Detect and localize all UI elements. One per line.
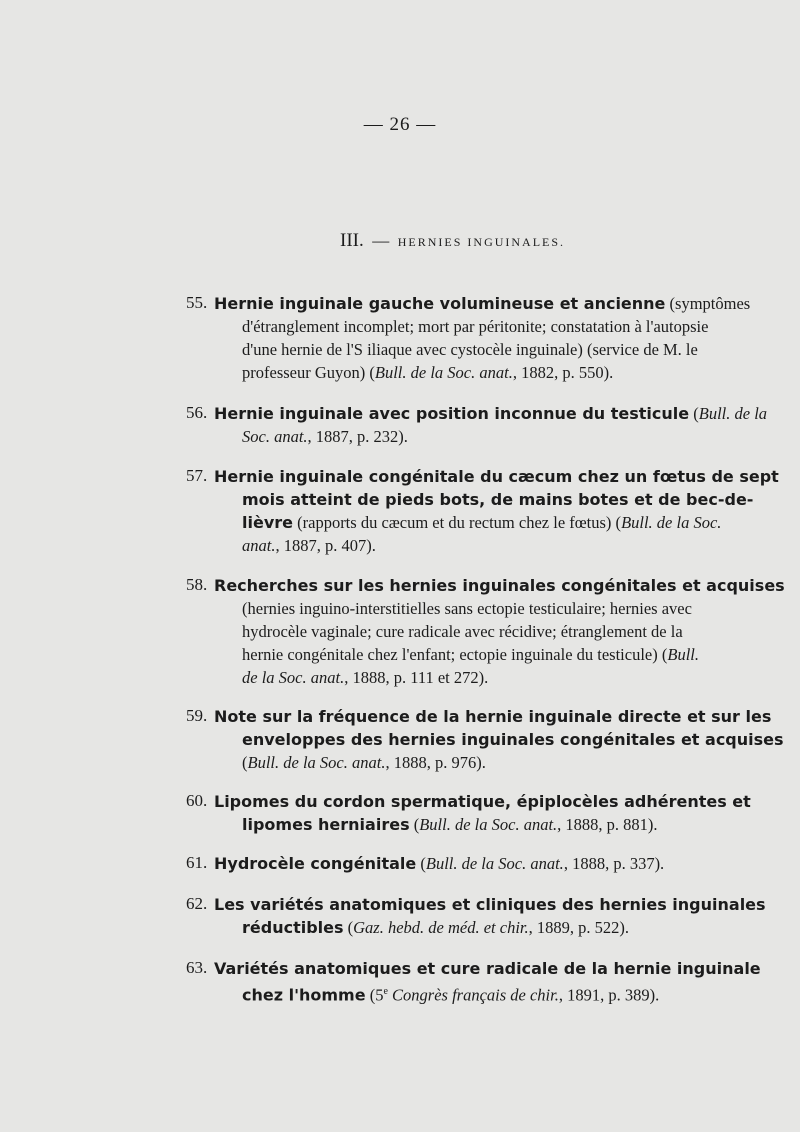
entry-text: d'une hernie de l'S iliaque avec cystocèle inguinale) (service de M. le (242, 340, 698, 359)
entry-line (242, 362, 613, 384)
journal-name: Bull. (667, 645, 699, 664)
entry-text: professeur Guyon) ( (242, 363, 375, 382)
entry-citation: , 1888, p. 337). (563, 854, 665, 873)
section-title: HERNIES INGUINALES. (397, 235, 566, 249)
section-dash: — (372, 231, 390, 250)
entry-citation: , 1889, p. 522). (528, 918, 630, 937)
entry-title: Hernie inguinale gauche volumineuse et ancienne (214, 294, 666, 313)
entry-title: Hernie inguinale avec position inconnue du testicule (214, 404, 690, 423)
entry-citation: , 1888, p. 111 et 272). (344, 668, 489, 687)
entry-text: d'étranglement incomplet; mort par péritonite; constatation à l'autopsie (242, 317, 709, 336)
entry-line (242, 426, 408, 448)
entry-title: Note sur la fréquence de la hernie inguinale directe et sur les (214, 707, 772, 726)
journal-name: Congrès français de chir. (392, 985, 559, 1005)
entry-citation: , 1891, p. 389). (558, 985, 660, 1005)
entry-line (214, 466, 779, 488)
entry-line (242, 339, 698, 361)
entry-text: hernie congénitale chez l'enfant; ectopie inguinale du testicule) ( (242, 645, 668, 664)
entry-text: ( (416, 854, 426, 873)
entry-line (214, 293, 750, 315)
entry-line (214, 575, 785, 597)
entry-line (242, 917, 629, 939)
entry-text: ( (689, 404, 699, 423)
entry-title: lipomes herniaires (242, 815, 410, 834)
entry-line (214, 958, 761, 980)
entry-text: hydrocèle vaginale; cure radicale avec récidive; étranglement de la (242, 622, 683, 641)
entry-text: ( (409, 815, 420, 834)
journal-name: de la Soc. anat. (242, 668, 345, 687)
entry-title: lièvre (242, 513, 293, 532)
entry-number: 59. (186, 706, 208, 725)
journal-name: Bull. de la Soc. (621, 513, 722, 532)
entry-title: enveloppes des hernies inguinales congénitales et acquises (242, 730, 784, 749)
journal-name: Gaz. hebd. de méd. et chir. (353, 918, 529, 937)
entry-line (242, 489, 753, 511)
entry-citation: , 1888, p. 976). (385, 753, 486, 772)
entry-line (214, 791, 751, 813)
journal-name: Bull. de la Soc. anat. (419, 815, 558, 834)
entry-text: ( (343, 918, 354, 937)
entry-text: (hernies inguino-interstitielles sans ectopie testiculaire; hernies avec (242, 599, 692, 618)
entry-number: 57. (186, 466, 208, 485)
entry-title: Les variétés anatomiques et cliniques des hernies inguinales (214, 895, 766, 914)
journal-name: Bull. de la Soc. anat. (374, 363, 513, 382)
entry-text: (symptômes (665, 294, 751, 313)
entry-line (242, 814, 658, 836)
entry-title: Lipomes du cordon spermatique, épiplocèles adhérentes et (214, 792, 751, 811)
entry-title: Hydrocèle congénitale (214, 854, 417, 873)
entry-line (242, 621, 683, 643)
journal-name: Bull. de la Soc. anat. (425, 854, 564, 873)
entry-line (214, 853, 664, 875)
entry-citation: , 1887, p. 407). (275, 536, 376, 555)
entry-title: Recherches sur les hernies inguinales congénitales et acquises (214, 576, 785, 595)
journal-name: Bull. de la Soc. anat. (247, 753, 386, 772)
entry-title: chez l'homme (242, 985, 366, 1005)
entry-line (242, 512, 721, 534)
entry-line (242, 729, 784, 751)
entry-text: ( (242, 753, 248, 772)
entry-line (242, 644, 699, 666)
journal-name: Bull. de la (698, 404, 768, 423)
entry-number: 61. (186, 853, 208, 872)
entry-title: Variétés anatomiques et cure radicale de la hernie inguinale (214, 959, 761, 978)
entry-number: 63. (186, 958, 208, 977)
entry-number: 56. (186, 403, 208, 422)
entry-line (242, 535, 376, 557)
entry-number: 62. (186, 894, 208, 913)
entry-line (214, 403, 767, 425)
section-roman-numeral: III. (340, 230, 364, 251)
entry-number: 58. (186, 575, 208, 594)
entry-citation: , 1882, p. 550). (512, 363, 614, 382)
entry-line (242, 598, 692, 620)
entry-line (242, 667, 488, 689)
entry-title: mois atteint de pieds bots, de mains botes et de bec-de- (242, 490, 754, 509)
journal-name: Soc. anat. (242, 427, 308, 446)
entry-line (214, 894, 766, 916)
journal-name: anat. (242, 536, 276, 555)
entry-title: Hernie inguinale congénitale du cæcum chez un fœtus de sept (214, 467, 779, 486)
entry-line (242, 981, 659, 1007)
entry-text: (5 (365, 985, 384, 1005)
entry-line (242, 316, 708, 338)
superscript: e (383, 986, 388, 997)
entry-title: réductibles (242, 918, 344, 937)
page-number: — 26 — (363, 114, 437, 135)
entry-number: 60. (186, 791, 208, 810)
entry-number: 55. (186, 293, 208, 312)
entry-citation: , 1887, p. 232). (307, 427, 408, 446)
entry-line (214, 706, 771, 728)
entry-line (242, 752, 486, 774)
section-heading (340, 230, 565, 252)
entry-text: (rapports du cæcum et du rectum chez le fœtus) ( (293, 513, 622, 532)
entry-citation: , 1888, p. 881). (557, 815, 658, 834)
